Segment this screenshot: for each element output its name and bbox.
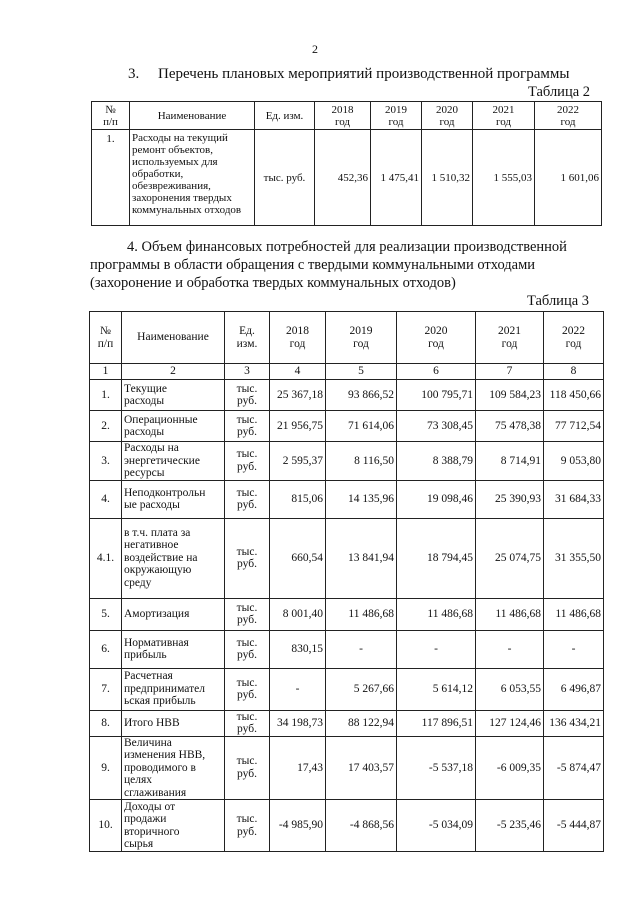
table-row (90, 442, 604, 481)
row-name: Расчетная предпринимател ьская прибыль (122, 668, 225, 710)
row-value: 71 614,06 (326, 411, 397, 442)
row-unit: тыс. руб. (225, 598, 270, 630)
row-value: 8 001,40 (270, 598, 326, 630)
row-value: 100 795,71 (397, 380, 476, 411)
table-row (90, 380, 604, 411)
row-value: - (544, 630, 604, 668)
row-value: -6 009,35 (476, 736, 544, 800)
row-num: 4.1. (90, 518, 122, 598)
row-value: 1 475,41 (371, 130, 422, 226)
section-4-title-line1: 4. Объем финансовых потребностей для реализации производственной (127, 239, 567, 255)
row-value: -4 985,90 (270, 800, 326, 852)
row-num: 6. (90, 630, 122, 668)
row-value: - (476, 630, 544, 668)
row-value: 127 124,46 (476, 710, 544, 736)
row-value: 18 794,45 (397, 518, 476, 598)
row-value: -5 444,87 (544, 800, 604, 852)
row-value: 17 403,57 (326, 736, 397, 800)
table-row (90, 630, 604, 668)
row-value: 815,06 (270, 480, 326, 518)
table-3 (89, 311, 604, 852)
row-value: 118 450,66 (544, 380, 604, 411)
row-num: 10. (90, 800, 122, 852)
table-2-header-year: 2020 год (422, 102, 473, 130)
row-value: 1 510,32 (422, 130, 473, 226)
col-number: 3 (225, 364, 270, 380)
table-3-header-row (90, 312, 604, 364)
row-name: Текущие расходы (122, 380, 225, 411)
row-value: 8 714,91 (476, 442, 544, 481)
table-3-header-num: № п/п (90, 312, 122, 364)
row-value: 88 122,94 (326, 710, 397, 736)
page-number: 2 (312, 42, 318, 56)
row-value: 25 367,18 (270, 380, 326, 411)
row-value: -5 537,18 (397, 736, 476, 800)
row-value: 31 355,50 (544, 518, 604, 598)
table-3-header-year: 2021 год (476, 312, 544, 364)
row-value: 93 866,52 (326, 380, 397, 411)
row-num: 8. (90, 710, 122, 736)
row-name: Амортизация (122, 598, 225, 630)
row-name: Величина изменения НВВ, проводимого в целях сглаживания (122, 736, 225, 800)
col-number: 6 (397, 364, 476, 380)
table-3-body (90, 380, 604, 852)
row-unit: тыс. руб. (225, 668, 270, 710)
col-number: 4 (270, 364, 326, 380)
row-value: 77 712,54 (544, 411, 604, 442)
row-unit: тыс. руб. (225, 736, 270, 800)
row-value: 11 486,68 (326, 598, 397, 630)
table-3-header-year: 2020 год (397, 312, 476, 364)
row-num: 1. (92, 130, 130, 226)
table-row (90, 518, 604, 598)
table-row (90, 598, 604, 630)
row-value: 14 135,96 (326, 480, 397, 518)
row-unit: тыс. руб. (225, 380, 270, 411)
row-value: 5 267,66 (326, 668, 397, 710)
row-value: 660,54 (270, 518, 326, 598)
row-unit: тыс. руб. (255, 130, 315, 226)
row-value: -4 868,56 (326, 800, 397, 852)
row-value: 6 053,55 (476, 668, 544, 710)
table-2-header-year: 2018 год (315, 102, 371, 130)
row-value: 11 486,68 (544, 598, 604, 630)
row-value: 109 584,23 (476, 380, 544, 411)
table-2-header-num: № п/п (92, 102, 130, 130)
row-value: 1 555,03 (473, 130, 535, 226)
col-number: 7 (476, 364, 544, 380)
row-name: Итого НВВ (122, 710, 225, 736)
row-value: 31 684,33 (544, 480, 604, 518)
row-num: 4. (90, 480, 122, 518)
row-value: 11 486,68 (476, 598, 544, 630)
row-unit: тыс. руб. (225, 800, 270, 852)
row-value: 21 956,75 (270, 411, 326, 442)
table-row (90, 480, 604, 518)
row-value: 8 116,50 (326, 442, 397, 481)
row-value: 2 595,37 (270, 442, 326, 481)
row-value: 8 388,79 (397, 442, 476, 481)
row-value: -5 034,09 (397, 800, 476, 852)
row-name: Расходы на энергетические ресурсы (122, 442, 225, 481)
row-num: 2. (90, 411, 122, 442)
row-value: 13 841,94 (326, 518, 397, 598)
table-3-header-year: 2018 год (270, 312, 326, 364)
row-name: Расходы на текущий ремонт объектов, используемых для обработки, обезвреживания, захоронения твердых коммунальных отходов (130, 130, 255, 226)
table-row (90, 710, 604, 736)
col-number: 5 (326, 364, 397, 380)
row-name: Нормативная прибыль (122, 630, 225, 668)
row-unit: тыс. руб. (225, 630, 270, 668)
table-row (90, 411, 604, 442)
row-value: -5 874,47 (544, 736, 604, 800)
row-unit: тыс. руб. (225, 710, 270, 736)
row-value: 136 434,21 (544, 710, 604, 736)
row-value: 25 390,93 (476, 480, 544, 518)
row-unit: тыс. руб. (225, 480, 270, 518)
row-num: 9. (90, 736, 122, 800)
row-num: 5. (90, 598, 122, 630)
table-3-label: Таблица 3 (527, 293, 590, 309)
table-row (90, 668, 604, 710)
row-name: Доходы от продажи вторичного сырья (122, 800, 225, 852)
row-value: 19 098,46 (397, 480, 476, 518)
table-row (92, 130, 602, 226)
table-2-header-row (92, 102, 602, 130)
row-value: - (397, 630, 476, 668)
row-value: 5 614,12 (397, 668, 476, 710)
col-number: 1 (90, 364, 122, 380)
row-value: 34 198,73 (270, 710, 326, 736)
row-unit: тыс. руб. (225, 518, 270, 598)
col-number: 8 (544, 364, 604, 380)
row-num: 3. (90, 442, 122, 481)
row-value: -5 235,46 (476, 800, 544, 852)
row-value: - (270, 668, 326, 710)
row-value: 73 308,45 (397, 411, 476, 442)
row-unit: тыс. руб. (225, 442, 270, 481)
row-value: - (326, 630, 397, 668)
row-value: 1 601,06 (535, 130, 602, 226)
row-value: 17,43 (270, 736, 326, 800)
section-4-title-line3: (захоронение и обработка твердых коммунальных отходов) (90, 275, 456, 291)
table-3-header-year: 2019 год (326, 312, 397, 364)
row-name: в т.ч. плата за негативное воздействие на окружающую среду (122, 518, 225, 598)
row-value: 830,15 (270, 630, 326, 668)
row-value: 9 053,80 (544, 442, 604, 481)
table-2-label: Таблица 2 (528, 84, 591, 100)
row-name: Операционные расходы (122, 411, 225, 442)
table-2-header-year: 2021 год (473, 102, 535, 130)
section-3-title: 3. Перечень плановых мероприятий производственной программы (128, 66, 570, 82)
table-3-col-number-row (90, 364, 604, 380)
table-row (90, 800, 604, 852)
row-num: 7. (90, 668, 122, 710)
table-row (90, 736, 604, 800)
row-unit: тыс. руб. (225, 411, 270, 442)
table-2-header-year: 2019 год (371, 102, 422, 130)
col-number: 2 (122, 364, 225, 380)
table-2-header-year: 2022 год (535, 102, 602, 130)
table-2-header-unit: Ед. изм. (255, 102, 315, 130)
section-4-title-line2: программы в области обращения с твердыми коммунальными отходами (90, 257, 536, 273)
row-value: 117 896,51 (397, 710, 476, 736)
row-num: 1. (90, 380, 122, 411)
table-2 (91, 101, 602, 226)
row-name: Неподконтрольн ые расходы (122, 480, 225, 518)
table-3-header-name: Наименование (122, 312, 225, 364)
row-value: 452,36 (315, 130, 371, 226)
table-3-header-year: 2022 год (544, 312, 604, 364)
row-value: 25 074,75 (476, 518, 544, 598)
table-2-header-name: Наименование (130, 102, 255, 130)
row-value: 11 486,68 (397, 598, 476, 630)
row-value: 6 496,87 (544, 668, 604, 710)
table-3-header-unit: Ед. изм. (225, 312, 270, 364)
row-value: 75 478,38 (476, 411, 544, 442)
